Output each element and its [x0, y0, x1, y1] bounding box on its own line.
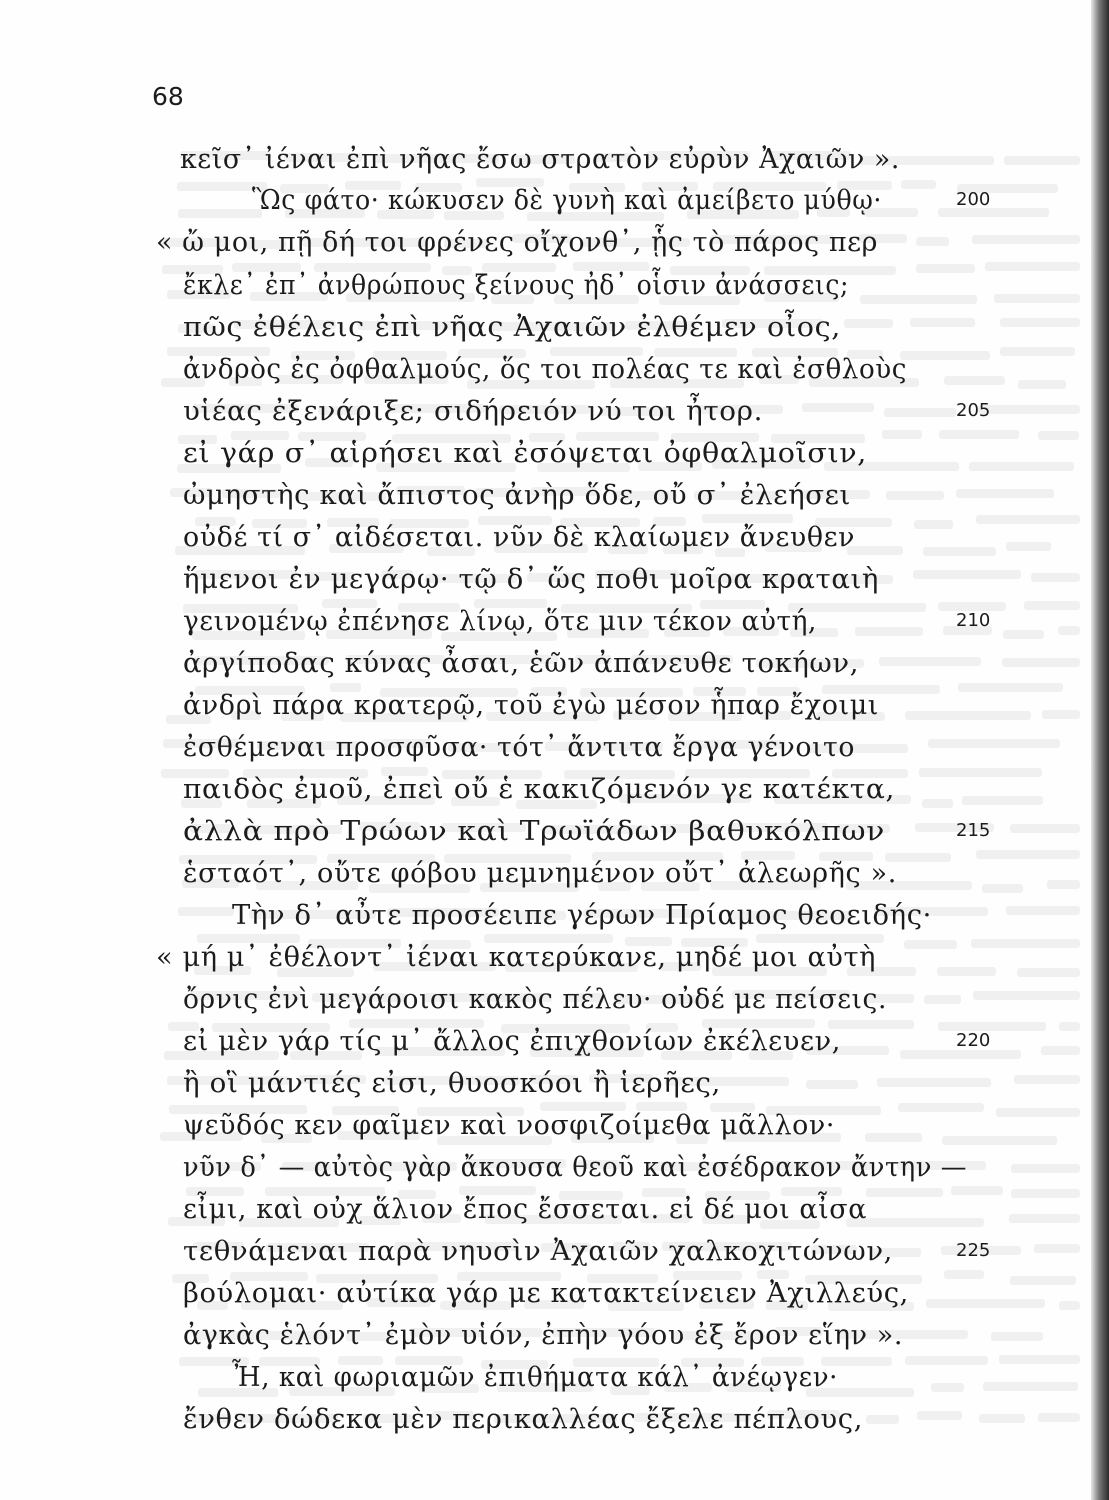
verse-line: οὐδέ τί σ᾽ αἰδέσεται. νῦν δὲ κλαίωμεν ἄνευθεν — [183, 522, 856, 553]
verse-line: ἐσθέμεναι προσφῦσα· τότ᾽ ἄντιτα ἔργα γένοιτο — [183, 732, 856, 763]
line-number: 220 — [956, 1030, 991, 1051]
bleed-stroke — [910, 318, 975, 327]
bleed-stroke — [923, 547, 997, 556]
bleed-stroke — [958, 683, 1062, 692]
bleed-stroke — [1047, 880, 1080, 889]
bleed-stroke — [1006, 542, 1051, 551]
verse-line: ψεῦδός κεν φαῖμεν καὶ νοσφιζοίμεθα μᾶλλον· — [183, 1110, 835, 1141]
bleed-stroke — [939, 430, 1019, 439]
verse-line: τεθνάμεναι παρὰ νηυσὶν Ἀχαιῶν χαλκοχιτώνων, — [183, 1236, 894, 1267]
scan-edge-shadow — [1091, 0, 1109, 1500]
bleed-stroke — [1059, 1301, 1080, 1310]
verse-line: ἢ οἳ μάντιές εἰσι, θυοσκόοι ἢ ἱερῆες, — [183, 1068, 721, 1099]
bleed-stroke — [1002, 658, 1080, 667]
bleed-stroke — [913, 570, 1020, 579]
bleed-stroke — [962, 796, 1044, 805]
bleed-stroke — [866, 1188, 944, 1197]
bleed-stroke — [1006, 906, 1080, 915]
bleed-stroke — [855, 627, 922, 636]
bleed-stroke — [982, 884, 1023, 893]
bleed-stroke — [994, 294, 1080, 303]
bleed-stroke — [1014, 1075, 1080, 1084]
bleed-stroke — [802, 403, 874, 412]
bleed-stroke — [1017, 968, 1080, 977]
bleed-stroke — [917, 1411, 963, 1420]
bleed-stroke — [951, 1186, 1002, 1195]
bleed-stroke — [806, 1080, 858, 1089]
bleed-stroke — [1010, 824, 1080, 833]
bleed-stroke — [919, 768, 1041, 777]
verse-line: ἥμενοι ἐν μεγάρῳ· τῷ δ᾽ ὥς ποθι μοῖρα κραταιὴ — [183, 564, 879, 595]
bleed-stroke — [898, 1103, 985, 1112]
bleed-stroke — [1004, 156, 1080, 165]
page-number: 68 — [152, 82, 184, 111]
bleed-stroke — [944, 376, 1004, 385]
bleed-stroke — [926, 1299, 1045, 1308]
bleed-stroke — [1058, 626, 1080, 635]
bleed-stroke — [976, 850, 1080, 859]
bleed-stroke — [944, 1270, 984, 1279]
bleed-stroke — [969, 462, 1074, 471]
verse-line: γεινομένῳ ἐπένησε λίνῳ, ὅτε μιν τέκον αὐτή, — [183, 606, 818, 637]
bleed-stroke — [844, 319, 893, 328]
verse-line: ὠμηστὴς καὶ ἄπιστος ἀνὴρ ὅδε, οὔ σ᾽ ἐλεήσει — [183, 480, 851, 511]
bleed-stroke — [1042, 710, 1080, 719]
bleed-stroke — [979, 1414, 1025, 1423]
bleed-stroke — [865, 1133, 922, 1142]
bleed-stroke — [1011, 1164, 1080, 1173]
verse-line: ἔνθεν δώδεκα μὲν περικαλλέας ἔξελε πέπλους, — [183, 1404, 864, 1435]
line-number: 205 — [956, 400, 991, 421]
verse-line: Ἦ, καὶ φωριαμῶν ἐπιθήματα κάλ᾽ ἀνέῳγεν· — [232, 1362, 838, 1393]
bleed-stroke — [978, 405, 1080, 414]
bleed-stroke — [1011, 1189, 1080, 1198]
verse-line: κεῖσ᾽ ἰέναι ἐπὶ νῆας ἔσω στρατὸν εὐρὺν Ἀχαιῶν ». — [180, 144, 900, 175]
bleed-stroke — [884, 408, 956, 417]
verse-line: ἀγκὰς ἑλόντ᾽ ἐμὸν υἱόν, ἐπὴν γόου ἐξ ἔρον εἵην ». — [183, 1320, 904, 1351]
bleed-stroke — [931, 1383, 964, 1392]
verse-line: « μή μ᾽ ἐθέλοντ᾽ ἰέναι κατερύκανε, μηδέ μοι αὐτὴ — [156, 942, 876, 973]
bleed-stroke — [971, 939, 1080, 948]
bleed-stroke — [916, 237, 948, 246]
bleed-stroke — [178, 209, 263, 218]
bleed-stroke — [983, 1382, 1077, 1391]
verse-line: ἀνδρὶ πάρα κρατερῷ, τοῦ ἐγὼ μέσον ἧπαρ ἔχοιμι — [183, 690, 879, 721]
bleed-stroke — [924, 995, 961, 1004]
bleed-stroke — [879, 657, 981, 666]
bleed-stroke — [1041, 1046, 1080, 1055]
bleed-stroke — [1003, 630, 1043, 639]
bleed-stroke — [1000, 347, 1075, 356]
verse-line: ἀλλὰ πρὸ Τρώων καὶ Τρωϊάδων βαθυκόλπων — [183, 816, 885, 847]
bleed-stroke — [1000, 318, 1080, 327]
bleed-stroke — [904, 940, 957, 949]
bleed-stroke — [1038, 1413, 1080, 1422]
bleed-stroke — [1009, 1214, 1080, 1223]
verse-line: ἑσταότ᾽, οὔτε φόβου μεμνημένον οὔτ᾽ ἀλεωρῆς ». — [183, 858, 897, 889]
verse-line: εἰ γάρ σ᾽ αἱρήσει καὶ ἐσόψεται ὀφθαλμοῖσιν, — [183, 438, 868, 469]
verse-line: υἱέας ἐξενάριξε; σιδήρειόν νύ τοι ἦτορ. — [183, 396, 764, 427]
bleed-stroke — [901, 180, 936, 189]
line-number: 210 — [956, 610, 991, 631]
bleed-stroke — [1018, 380, 1066, 389]
verse-line: εἰ μὲν γάρ τίς μ᾽ ἄλλος ἐπιχθονίων ἐκέλευεν, — [183, 1026, 841, 1057]
bleed-stroke — [866, 1415, 899, 1424]
bleed-stroke — [956, 489, 1054, 498]
bleed-stroke — [1024, 601, 1080, 610]
bleed-stroke — [999, 1355, 1080, 1364]
bleed-stroke — [1031, 573, 1080, 582]
bleed-stroke — [905, 1356, 989, 1365]
bleed-stroke — [996, 1108, 1080, 1117]
bleed-stroke — [900, 351, 991, 360]
bleed-stroke — [938, 1022, 1046, 1031]
bleed-stroke — [972, 235, 1080, 244]
bleed-stroke — [985, 262, 1080, 271]
bleed-stroke — [916, 264, 975, 273]
bleed-stroke — [886, 491, 944, 500]
verse-line: ἀργίποδας κύνας ἆσαι, ἑῶν ἀπάνευθε τοκήων, — [183, 648, 860, 679]
bleed-stroke — [937, 967, 996, 976]
bleed-stroke — [991, 1332, 1043, 1341]
bleed-stroke — [860, 295, 977, 304]
bleed-stroke — [1038, 431, 1079, 440]
bleed-stroke — [178, 907, 233, 916]
line-number: 200 — [956, 189, 991, 210]
bleed-stroke — [973, 991, 1080, 1000]
line-number: 225 — [956, 1240, 991, 1261]
verse-line: « ὤ μοι, πῇ δή τοι φρένες οἴχονθ᾽, ᾗς τὸ πάρος περ — [156, 227, 879, 258]
verse-line: Τὴν δ᾽ αὖτε προσέειπε γέρων Πρίαμος θεοειδής· — [232, 900, 932, 931]
verse-line: Ὣς φάτο· κώκυσεν δὲ γυνὴ καὶ ἀμείβετο μύθῳ· — [252, 185, 883, 216]
verse-line: βούλομαι· αὐτίκα γάρ με κατακτείνειεν Ἀχιλλεύς, — [183, 1278, 909, 1309]
verse-line: εἶμι, καὶ οὐχ ἅλιον ἔπος ἔσσεται. εἰ δέ μοι αἶσα — [183, 1194, 868, 1225]
bleed-stroke — [877, 1078, 991, 1087]
bleed-stroke — [1010, 1276, 1077, 1285]
verse-line: νῦν δ᾽ — αὐτὸς γὰρ ἄκουσα θεοῦ καὶ ἐσέδρακον ἄντην — — [183, 1152, 967, 1183]
bleed-stroke — [1034, 1244, 1080, 1253]
bleed-stroke — [847, 546, 903, 555]
bleed-stroke — [922, 799, 954, 808]
bleed-stroke — [976, 515, 1080, 524]
line-number: 215 — [956, 820, 991, 841]
bleed-stroke — [1059, 1022, 1080, 1031]
verse-line: ὄρνις ἐνὶ μεγάροισι κακὸς πέλευ· οὐδέ με πείσεις. — [183, 984, 887, 1015]
bleed-stroke — [905, 711, 1031, 720]
bleed-stroke — [942, 1136, 1057, 1145]
bleed-stroke — [928, 739, 1060, 748]
verse-line: πῶς ἐθέλεις ἐπὶ νῆας Ἀχαιῶν ἐλθέμεν οἶος, — [183, 312, 842, 343]
bleed-stroke — [914, 520, 953, 529]
verse-line: παιδὸς ἐμοῦ, ἐπεὶ οὔ ἑ κακιζόμενόν γε κατέκτα, — [183, 774, 895, 805]
verse-line: ἀνδρὸς ἐς ὀφθαλμούς, ὅς τοι πολέας τε καὶ ἐσθλοὺς — [183, 354, 908, 385]
bleed-stroke — [882, 430, 922, 439]
verse-line: ἔκλε᾽ ἐπ᾽ ἀνθρώπους ξείνους ἠδ᾽ οἷσιν ἀνάσσεις; — [183, 270, 849, 301]
